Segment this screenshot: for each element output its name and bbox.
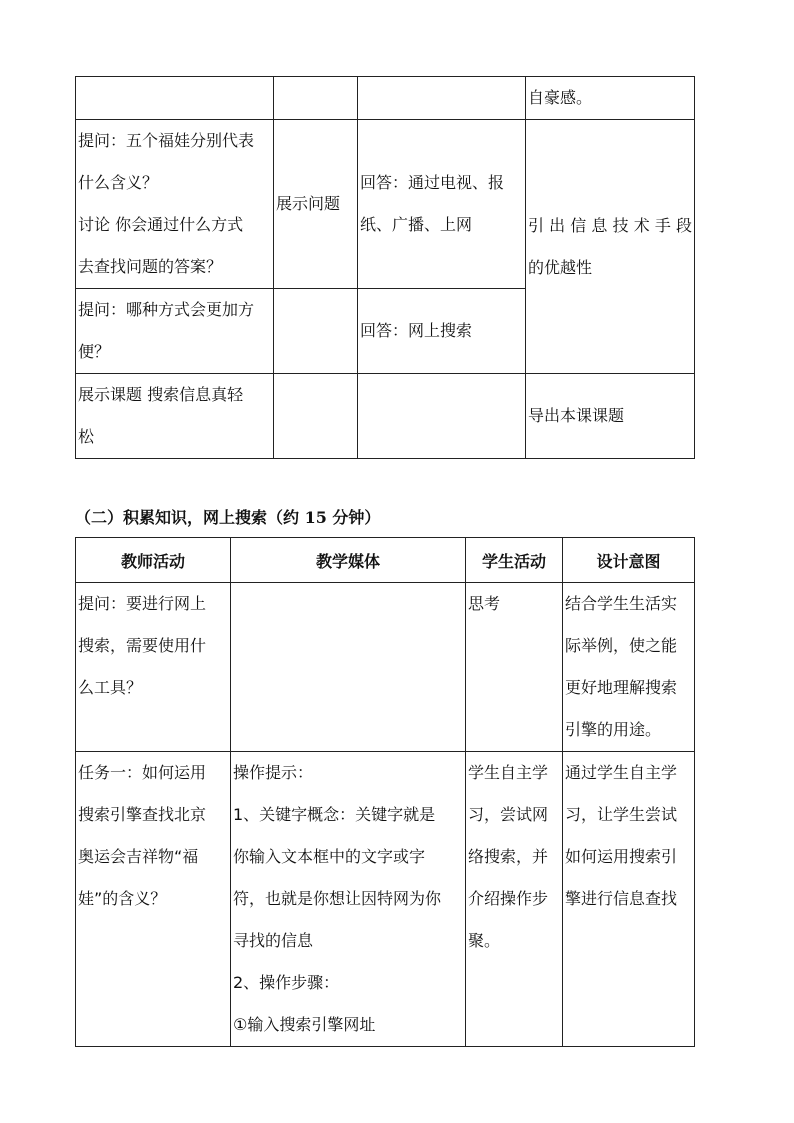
column-header: 学生活动 xyxy=(466,538,563,583)
teacher-activity-cell: 展示课题 搜索信息真轻 松 xyxy=(76,374,274,459)
media-cell xyxy=(274,374,358,459)
table-cell: 自豪感。 xyxy=(526,77,695,120)
table-cell xyxy=(274,77,358,120)
table-row xyxy=(76,77,695,120)
teacher-activity-cell: 提问：哪种方式会更加方 便？ xyxy=(76,289,274,374)
student-activity-cell: 学生自主学 习，尝试网 络搜索，并 介绍操作步 聚。 xyxy=(466,752,563,1047)
teacher-activity-cell: 提问：五个福娃分别代表 什么含义？ 讨论 你会通过什么方式 去查找问题的答案？ xyxy=(76,120,274,289)
student-activity-cell: 思考 xyxy=(466,583,563,752)
student-activity-cell: 回答：网上搜索 xyxy=(358,289,526,374)
design-intent-cell: 结合学生生活实 际举例，使之能 更好地理解搜索 引擎的用途。 xyxy=(563,583,695,752)
teacher-activity-cell: 提问：要进行网上 搜索，需要使用什 么工具？ xyxy=(76,583,231,752)
design-intent-cell: 通过学生自主学 习，让学生尝试 如何运用搜索引 擎进行信息查找 xyxy=(563,752,695,1047)
table-cell xyxy=(358,77,526,120)
design-intent-cell: 引出信息技术手段 的优越性 xyxy=(526,120,695,374)
media-cell: 展示问题 xyxy=(274,120,358,289)
table-cell xyxy=(76,77,274,120)
table-row xyxy=(76,752,695,1047)
section-heading: （二）积累知识，网上搜索（约 15 分钟） xyxy=(75,508,381,527)
lesson-table-1 xyxy=(75,76,695,459)
column-header: 设计意图 xyxy=(563,538,695,583)
table-row xyxy=(76,120,695,289)
media-cell xyxy=(274,289,358,374)
media-cell xyxy=(231,583,466,752)
header-row xyxy=(76,538,695,583)
table-row xyxy=(76,374,695,459)
design-intent-cell: 导出本课课题 xyxy=(526,374,695,459)
lesson-table-2 xyxy=(75,537,695,1047)
student-activity-cell: 回答：通过电视、报 纸、广播、上网 xyxy=(358,120,526,289)
media-cell: 操作提示： 1、关键字概念：关键字就是 你输入文本框中的文字或字 符，也就是你想让因特网为你 寻找的信息 2、操作步骤： ①输入搜索引擎网址 xyxy=(231,752,466,1047)
teacher-activity-cell: 任务一：如何运用 搜索引擎查找北京 奥运会吉祥物“福 娃”的含义？ xyxy=(76,752,231,1047)
student-activity-cell xyxy=(358,374,526,459)
table-row xyxy=(76,583,695,752)
column-header: 教师活动 xyxy=(76,538,231,583)
column-header: 教学媒体 xyxy=(231,538,466,583)
